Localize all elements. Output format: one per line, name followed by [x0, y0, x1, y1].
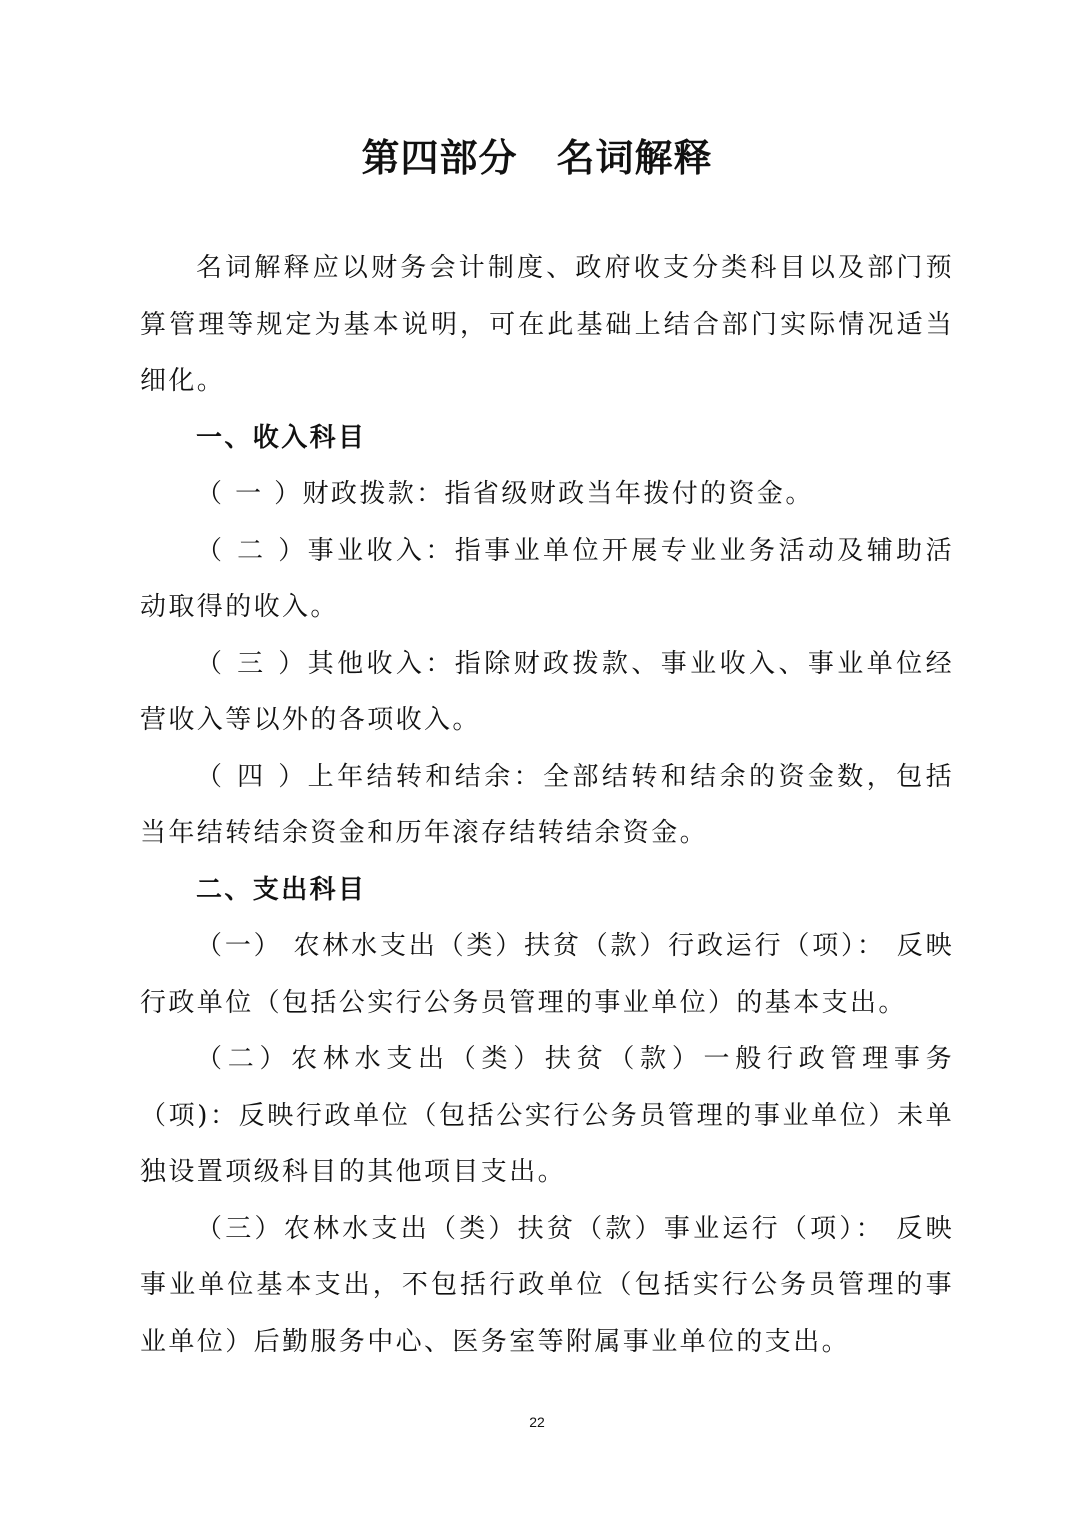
income-item: （ 四 ）上年结转和结余：全部结转和结余的资金数，包括当年结转结余资金和历年滚存结转结余资金。 — [140, 761, 954, 848]
income-item: （ 一 ）财政拨款：指省级财政当年拨付的资金。 — [196, 479, 814, 509]
expenditure-item: （二）农林水支出（类）扶贫（款）一般行政管理事务（项)：反映行政单位（包括公实行公务员管理的事业单位）未单独设置项级科目的其他项目支出。 — [140, 1044, 954, 1187]
page-number: 22 — [529, 1414, 545, 1430]
section-heading-income: 一、收入科目 — [196, 422, 367, 453]
page-title: 第四部分 名词解释 — [361, 136, 713, 180]
income-item: （ 二 ）事业收入：指事业单位开展专业业务活动及辅助活动取得的收入。 — [140, 535, 954, 622]
section-heading-expenditure: 二、支出科目 — [196, 874, 367, 905]
expenditure-item: （一） 农林水支出（类）扶贫（款）行政运行（项）： 反映行政单位（包括公实行公务员管理的事业单位）的基本支出。 — [140, 931, 954, 1018]
document-body — [140, 240, 954, 1370]
expenditure-item: （三）农林水支出（类）扶贫（款）事业运行（项）： 反映事业单位基本支出，不包括行政单位（包括实行公务员管理的事业单位）后勤服务中心、医务室等附属事业单位的支出。 — [140, 1213, 954, 1357]
intro-paragraph: 名词解释应以财务会计制度、政府收支分类科目以及部门预算管理等规定为基本说明，可在此基础上结合部门实际情况适当细化。 — [140, 253, 954, 396]
income-item: （ 三 ）其他收入：指除财政拨款、事业收入、事业单位经营收入等以外的各项收入。 — [140, 648, 954, 735]
